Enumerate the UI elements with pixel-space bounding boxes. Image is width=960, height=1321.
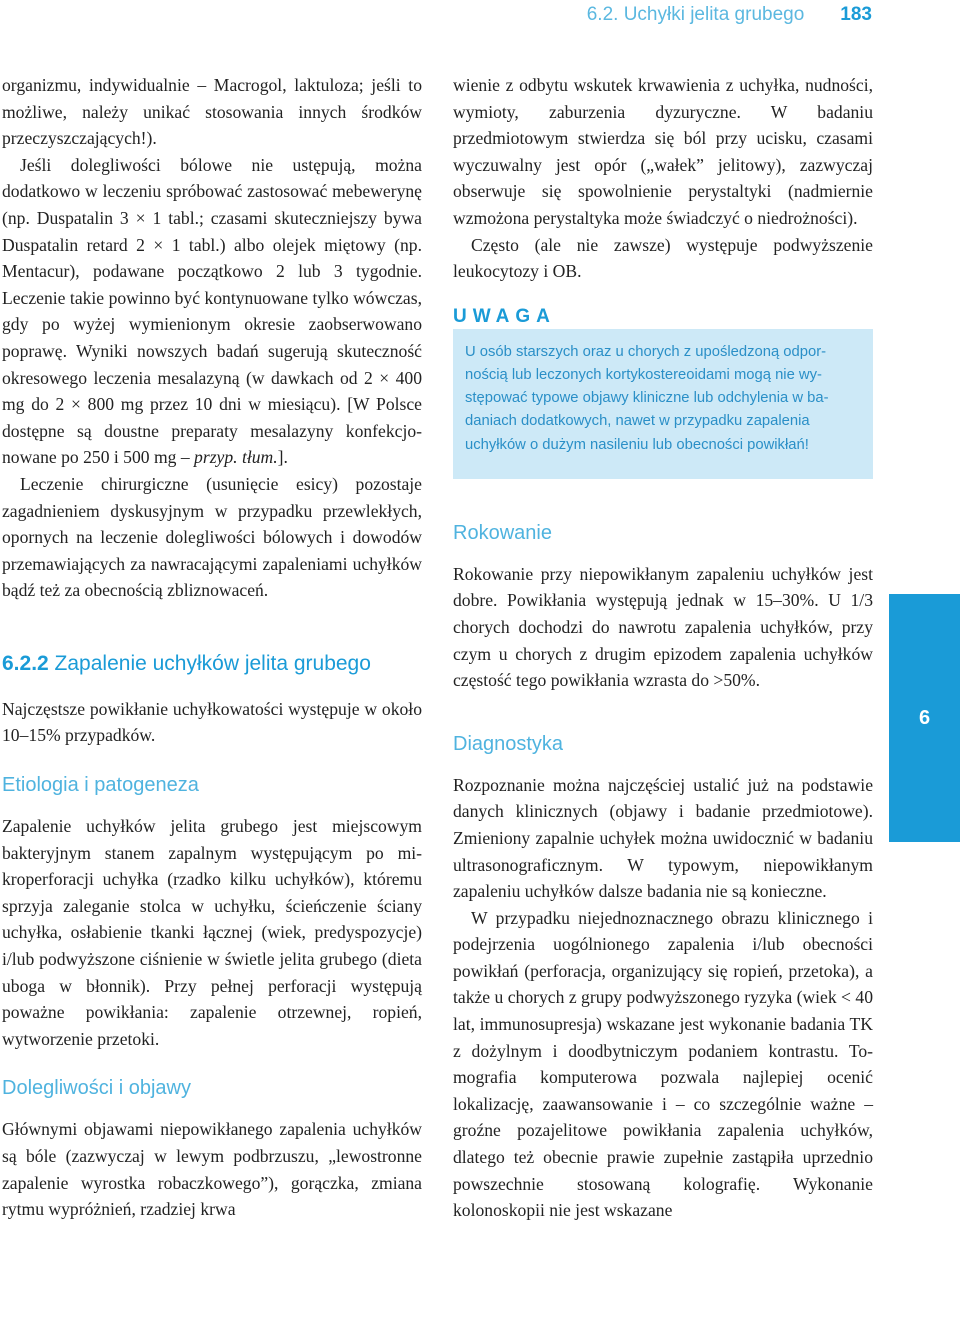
- paragraph-ct: W przypadku niejednoznacznego obrazu klinicznego i podejrzenia uogólnionego zapalenia i/lub obecności powikłań (perforacja, organizujący się ropień, przetoka), a także u chorych z grupy podwyższonego ryzyka (wiek < 40 lat, immunosupresja) wskazane jest wykonanie badania TK z dożylnym i doodbytniczym podaniem kontrastu. Tomografia komputerowa pozwala najlepiej ocenić lokalizację, zaawansowanie i – co szczególnie ważne – groźne pozajelitowe powikłania zapalenia uchyłków, dlatego też obecnie prawie zupełnie zastąpiła uprzednio powszechnie stosowaną kolografię. Wykonanie kolonoskopii nie jest wskazane: [453, 907, 873, 1221]
- paragraph-prognosis: Rokowanie przy niepowikłanym zapaleniu uchyłków jest dobre. Powikłania występują jednak w 15–30%. U 1/3 chorych dochodzi do nawrotu zapalenia uchyłków, przy czym u chorych z drugim epizodem zapalenia uchyłków częstość tego powikłania wzrasta do >50%.: [453, 563, 873, 691]
- left-column: [2, 72, 422, 1223]
- subheading-diagnostics: Diagnostyka: [453, 732, 564, 755]
- paragraph-diagnostics: Rozpoznanie można najczęściej ustalić już na podstawie danych klinicznych (objawy i badanie przedmiotowe). Zmieniony zapalnie uchyłek można uwidocznić w badaniu ultrasonograficznym. W typowym, niepowikłanym zapaleniu uchyłków dalsze badania nie są konieczne.: [453, 774, 873, 902]
- subheading-prognosis: Rokowanie: [453, 521, 552, 544]
- paragraph-treatment: [2, 152, 422, 471]
- page-number: 183: [840, 4, 872, 25]
- paragraph-etiology: Zapalenie uchyłków jelita grubego jest miejscowym bakteryjnym stanem zapalnym występującym po mikroperforacji uchyłka (rzadko kilku uchyłków), któremu sprzyja zaleganie stolca w uchyłku, ścieńczenie ściany uchyłka, osłabienie tkanki łącznej (wiek, predyspozycje) i/lub podwyższone ciśnienie w świetle jelita grubego (dieta uboga w błonnik). Przy pełnej perforacji występują poważne powikłania: zapalenie otrzewnej, ropień, wytworzenie przetoki.: [2, 816, 422, 1049]
- subheading-symptoms: Dolegliwości i objawy: [2, 1077, 191, 1100]
- note-box: U osób starszych oraz u chorych z upośledzoną odpornością lub leczonych kortykostereoidami mogą nie występować typowe objawy kliniczne lub odchylenia w badaniach dodatkowych, nawet w przypadku zapalenia uchyłków o dużym nasileniu lub obecności powikłań!: [453, 329, 873, 479]
- note-title: UWAGA: [453, 305, 556, 327]
- section-title: Zapalenie uchyłków jelita grubego: [48, 651, 371, 675]
- right-column: [453, 72, 873, 1224]
- paragraph-treatment-text: Jeśli dolegliwości bólowe nie ustępują, można dodatkowo w leczeniu spróbować zastosować mebewerynę (np. Duspatalin 3 × 1 tabl.; czasami skuteczniejszy bywa Duspatalin retard 2 × 1 tabl.) albo olejek miętowy (np. Mentacur), podawane początkowo 2 lub 3 tygodnie. Leczenie takie powinno być kontynuowane tylko wówczas, gdy po wyżej wymienionym okresie zaobserwowano poprawę. Wyniki nowszych badań sugerują skuteczność okresowego leczenia mesalazyną (w dawkach od 2 × 400 mg do 2 × 800 mg przez 10 dni w miesiącu). [W Polsce dostępne są doustne preparaty mesalazyny konfekcjonowane po 250 i 500 mg: [2, 154, 422, 468]
- paragraph-symptoms: Głównymi objawami niepowikłanego zapalenia uchyłków są bóle (zazwyczaj w lewym podbrzuszu, „lewostronne zapalenie wyrostka robaczkowego”), gorączka, zmiana rytmu wypróżnień, rzadziej krwa: [2, 1119, 422, 1220]
- subheading-etiology: Etiologia i patogeneza: [2, 774, 199, 797]
- paragraph-surgery: Leczenie chirurgiczne (usunięcie esicy) pozostaje zagadnieniem dyskusyjnym w przypadku przewlekłych, opornych na leczenie dolegliwości bólowych i dowodów przemawiających za nawracającymi zapaleniami uchyłków bądź też za obecnością zbliznowaceń.: [2, 473, 422, 601]
- section-heading: [2, 650, 422, 678]
- chapter-tab: 6: [889, 594, 960, 842]
- running-header: [0, 0, 960, 30]
- section-number: 6.2.2: [2, 651, 49, 675]
- running-title: 6.2. Uchyłki jelita grubego: [586, 4, 805, 25]
- paragraph-treatment-end: ].: [277, 447, 288, 468]
- paragraph-leukocytosis: Często (ale nie zawsze) występuje podwyższenie leukocytozy i OB.: [453, 234, 873, 282]
- paragraph-symptoms-continued: wienie z odbytu wskutek krwawienia z uchyłka, nudności, wymioty, zaburzenia dyzuryczne. W badaniu przedmiotowym stwierdza się ból przy ucisku, czasami wyczuwalny jest opór („wałek” jelitowy), zazwyczaj obserwuje się spowolnienie perystaltyki (nadmiernie wzmożona perystaltyka może świadczyć o niedrożności).: [453, 75, 873, 228]
- translator-note: – przyp. tłum.: [176, 447, 278, 468]
- paragraph-continued: organizmu, indywidualnie – Macrogol, laktuloza; jeśli to możliwe, należy unikać stosowania innych środków przeczyszczających!).: [2, 75, 422, 149]
- paragraph-intro: Najczęstsze powikłanie uchyłkowatości występuje w około 10–15% przypadków.: [2, 698, 422, 746]
